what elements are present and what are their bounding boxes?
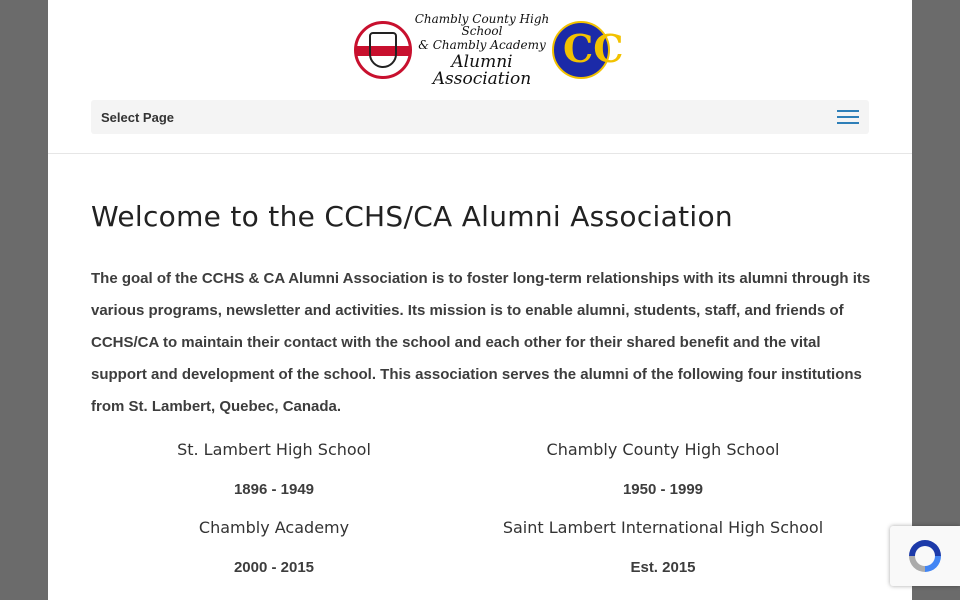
institution-card xyxy=(91,440,457,498)
school-crest-icon xyxy=(354,21,412,79)
select-page-menu[interactable] xyxy=(91,100,869,134)
select-page-label[interactable]: Select Page xyxy=(101,109,174,125)
institution-name: Chambly Academy xyxy=(198,518,350,537)
institution-years: 1896 - 1949 xyxy=(233,481,315,498)
institutions-grid xyxy=(91,440,869,576)
emblem-letters: CC xyxy=(563,26,624,71)
logo-line-1: Chambly County High School xyxy=(414,11,550,38)
intro-paragraph: The goal of the CCHS & CA Alumni Association is to foster long-term relationships with its alumni through its various programs, newsletter and activities. Its mission is to enable alumni, students, staff, and friends of CCHS/CA to maintain their contact with the school and each other for their shared benefit and the vital support and development of the school. This association serves the alumni of the following four institutions from St. Lambert, Quebec, Canada. xyxy=(91,270,871,415)
page-container xyxy=(48,0,912,600)
institution-card xyxy=(91,518,457,576)
institution-years: 2000 - 2015 xyxy=(233,559,315,576)
recaptcha-badge[interactable] xyxy=(890,526,960,586)
institution-name: Chambly County High School xyxy=(546,440,780,459)
recaptcha-icon xyxy=(905,536,945,576)
page-title: Welcome to the CCHS/CA Alumni Association xyxy=(91,200,733,233)
institution-years: Est. 2015 xyxy=(630,559,696,576)
academy-emblem-icon xyxy=(552,21,624,79)
logo-text xyxy=(412,13,552,88)
institution-card xyxy=(457,518,869,576)
site-logo[interactable] xyxy=(354,11,624,89)
institution-name: St. Lambert High School xyxy=(177,440,371,459)
site-header xyxy=(48,0,912,154)
logo-line-3: Alumni Association xyxy=(432,51,532,89)
institution-years: 1950 - 1999 xyxy=(622,481,704,498)
hamburger-icon[interactable] xyxy=(837,110,859,124)
main-content xyxy=(91,200,871,423)
institution-name: Saint Lambert International High School xyxy=(502,518,824,537)
logo-line-2: & Chambly Academy xyxy=(418,37,546,52)
institution-card xyxy=(457,440,869,498)
